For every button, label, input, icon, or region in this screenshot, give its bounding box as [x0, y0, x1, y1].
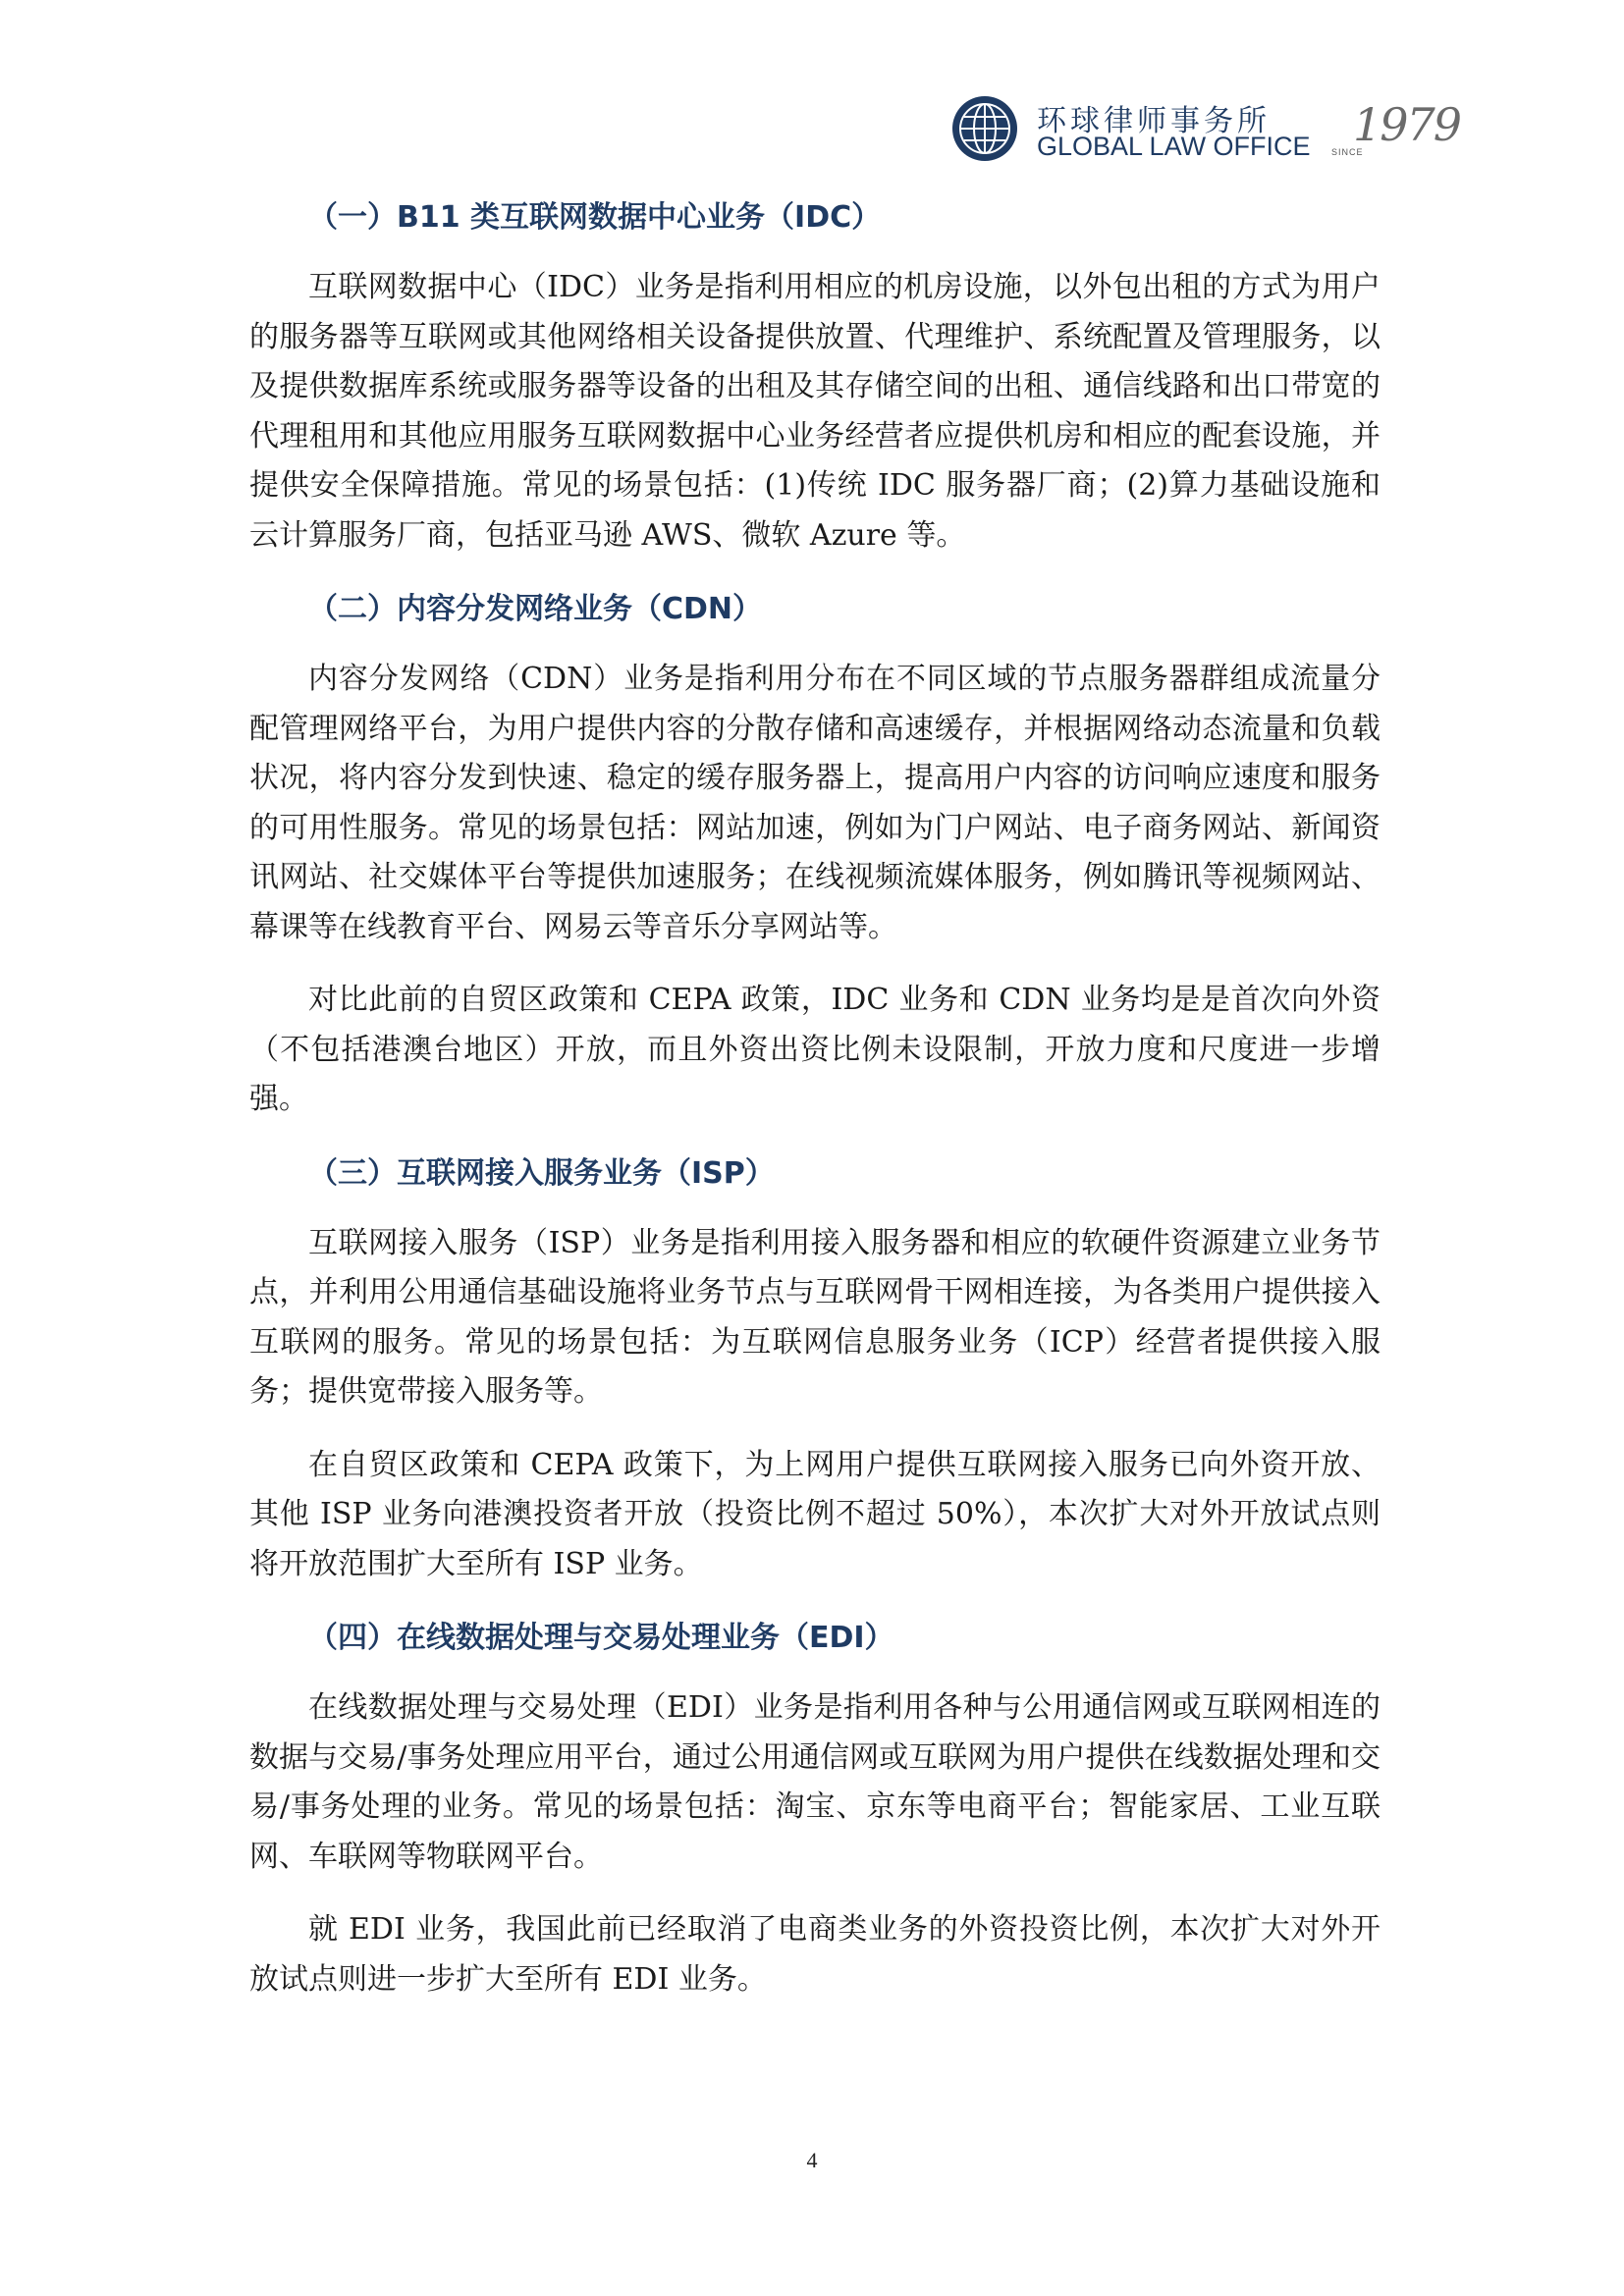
section-heading-cdn: （二）内容分发网络业务（CDN）: [308, 592, 763, 626]
paragraph: 在线数据处理与交易处理（EDI）业务是指利用各种与公用通信网或互联网相连的数据与交易/事务处理应用平台，通过公用通信网或互联网为用户提供在线数据处理和交易/事务处理的业务。常见的场景包括：淘宝、京东等电商平台；智能家居、工业互联网、车联网等物联网平台。: [249, 1690, 1380, 1874]
globe-emblem-icon: [950, 94, 1019, 163]
logo-chinese-name: 环球律师事务所: [1037, 104, 1271, 138]
section-heading-edi: （四）在线数据处理与交易处理业务（EDI）: [308, 1621, 894, 1655]
paragraph: 对比此前的自贸区政策和 CEPA 政策，IDC 业务和 CDN 业务均是是首次向外资（不包括港澳台地区）开放，而且外资出资比例未设限制，开放力度和尺度进一步增强。: [249, 983, 1380, 1116]
logo-year: 1979: [1353, 98, 1461, 151]
logo-since-label: SINCE: [1331, 147, 1364, 157]
paragraph: 就 EDI 业务，我国此前已经取消了电商类业务的外资投资比例，本次扩大对外开放试点则进一步扩大至所有 EDI 业务。: [249, 1912, 1380, 1997]
paragraph: 在自贸区政策和 CEPA 政策下，为上网用户提供互联网接入服务已向外资开放、其他 ISP 业务向港澳投资者开放（投资比例不超过 50%），本次扩大对外开放试点则将开放范围扩大至所有 ISP 业务。: [249, 1447, 1380, 1581]
logo-english-name: GLOBAL LAW OFFICE: [1037, 132, 1311, 161]
paragraph: 互联网接入服务（ISP）业务是指利用接入服务器和相应的软硬件资源建立业务节点，并利用公用通信基础设施将业务节点与互联网骨干网相连接，为各类用户提供接入互联网的服务。常见的场景包括：为互联网信息服务业务（ICP）经营者提供接入服务；提供宽带接入服务等。: [249, 1225, 1380, 1409]
paragraph: 互联网数据中心（IDC）业务是指利用相应的机房设施，以外包出租的方式为用户的服务器等互联网或其他网络相关设备提供放置、代理维护、系统配置及管理服务，以及提供数据库系统或服务器等设备的出租及其存储空间的出租、通信线路和出口带宽的代理租用和其他应用服务互联网数据中心业务经营者应提供机房和相应的配套设施，并提供安全保障措施。常见的场景包括：(1)传统 IDC 服务器厂商；(2)算力基础设施和云计算服务厂商，包括亚马逊 AWS、微软 Azure 等。: [249, 270, 1380, 553]
law-firm-logo: [950, 94, 1461, 163]
section-heading-idc: （一）B11 类互联网数据中心业务（IDC）: [308, 200, 882, 235]
section-heading-isp: （三）互联网接入服务业务（ISP）: [308, 1155, 775, 1191]
page-number: 4: [806, 2148, 818, 2172]
document-body: [249, 192, 1380, 2004]
paragraph: 内容分发网络（CDN）业务是指利用分布在不同区域的节点服务器群组成流量分配管理网络平台，为用户提供内容的分散存储和高速缓存，并根据网络动态流量和负载状况，将内容分发到快速、稳定的缓存服务器上，提高用户内容的访问响应速度和服务的可用性服务。常见的场景包括：网站加速，例如为门户网站、电子商务网站、新闻资讯网站、社交媒体平台等提供加速服务；在线视频流媒体服务，例如腾讯等视频网站、幕课等在线教育平台、网易云等音乐分享网站等。: [249, 662, 1380, 944]
